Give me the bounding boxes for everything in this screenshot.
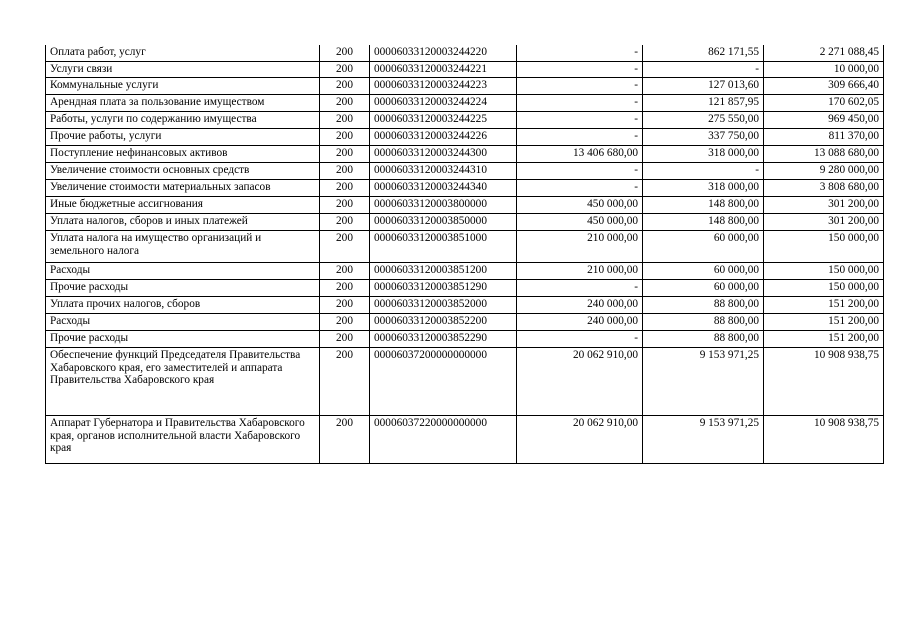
row-code-cell: 200 — [320, 112, 370, 129]
row-unexecuted-cell: 10 908 938,75 — [764, 348, 884, 416]
row-kbk-cell: 00006037220000000000 — [370, 416, 517, 464]
row-name-cell: Арендная плата за пользование имуществом — [46, 95, 320, 112]
row-executed-cell: 9 153 971,25 — [643, 416, 764, 464]
row-name-cell: Иные бюджетные ассигнования — [46, 197, 320, 214]
row-name-cell: Работы, услуги по содержанию имущества — [46, 112, 320, 129]
row-unexecuted-cell: 150 000,00 — [764, 231, 884, 263]
row-name-cell: Увеличение стоимости материальных запасов — [46, 180, 320, 197]
row-unexecuted-cell: 150 000,00 — [764, 263, 884, 280]
row-code-cell: 200 — [320, 263, 370, 280]
row-executed-cell: 318 000,00 — [643, 180, 764, 197]
row-approved-cell: 20 062 910,00 — [517, 416, 643, 464]
row-executed-cell: 9 153 971,25 — [643, 348, 764, 416]
row-kbk-cell: 00006033120003851200 — [370, 263, 517, 280]
row-unexecuted-cell: 10 908 938,75 — [764, 416, 884, 464]
table-row — [46, 314, 884, 331]
row-executed-cell: 148 800,00 — [643, 197, 764, 214]
row-kbk-cell: 00006033120003800000 — [370, 197, 517, 214]
row-approved-cell: - — [517, 112, 643, 129]
row-name-cell: Поступление нефинансовых активов — [46, 146, 320, 163]
row-unexecuted-cell: 811 370,00 — [764, 129, 884, 146]
table-row — [46, 45, 884, 61]
row-name-cell: Оплата работ, услуг — [46, 45, 320, 61]
row-executed-cell: 148 800,00 — [643, 214, 764, 231]
row-kbk-cell: 00006037200000000000 — [370, 348, 517, 416]
table-row — [46, 163, 884, 180]
table-row — [46, 214, 884, 231]
table-row — [46, 280, 884, 297]
row-kbk-cell: 00006033120003244221 — [370, 61, 517, 78]
table-row — [46, 95, 884, 112]
row-executed-cell: 60 000,00 — [643, 231, 764, 263]
row-kbk-cell: 00006033120003244223 — [370, 78, 517, 95]
row-name-cell: Услуги связи — [46, 61, 320, 78]
row-approved-cell: 240 000,00 — [517, 297, 643, 314]
row-name-cell: Увеличение стоимости основных средств — [46, 163, 320, 180]
table-row — [46, 348, 884, 416]
row-kbk-cell: 00006033120003851000 — [370, 231, 517, 263]
row-kbk-cell: 00006033120003852200 — [370, 314, 517, 331]
row-code-cell: 200 — [320, 280, 370, 297]
row-code-cell: 200 — [320, 297, 370, 314]
row-code-cell: 200 — [320, 61, 370, 78]
row-kbk-cell: 00006033120003244220 — [370, 45, 517, 61]
row-code-cell: 200 — [320, 214, 370, 231]
row-name-cell: Аппарат Губернатора и Правительства Хабаровского края, органов исполнительной власти Хабаровского края — [46, 416, 320, 464]
row-unexecuted-cell: 151 200,00 — [764, 314, 884, 331]
row-approved-cell: - — [517, 95, 643, 112]
row-executed-cell: - — [643, 61, 764, 78]
row-approved-cell: 450 000,00 — [517, 214, 643, 231]
row-code-cell: 200 — [320, 197, 370, 214]
row-unexecuted-cell: 301 200,00 — [764, 214, 884, 231]
row-code-cell: 200 — [320, 45, 370, 61]
table-row — [46, 112, 884, 129]
row-approved-cell: - — [517, 61, 643, 78]
row-unexecuted-cell: 969 450,00 — [764, 112, 884, 129]
row-kbk-cell: 00006033120003852000 — [370, 297, 517, 314]
table-row — [46, 61, 884, 78]
row-name-cell: Расходы — [46, 314, 320, 331]
table-row — [46, 297, 884, 314]
row-unexecuted-cell: 2 271 088,45 — [764, 45, 884, 61]
row-code-cell: 200 — [320, 348, 370, 416]
row-unexecuted-cell: 13 088 680,00 — [764, 146, 884, 163]
row-unexecuted-cell: 3 808 680,00 — [764, 180, 884, 197]
row-name-cell: Обеспечение функций Председателя Правительства Хабаровского края, его заместителей и аппарата Правительства Хабаровского края — [46, 348, 320, 416]
row-code-cell: 200 — [320, 129, 370, 146]
row-kbk-cell: 00006033120003244224 — [370, 95, 517, 112]
row-kbk-cell: 00006033120003244226 — [370, 129, 517, 146]
row-name-cell: Уплата налогов, сборов и иных платежей — [46, 214, 320, 231]
row-executed-cell: 60 000,00 — [643, 263, 764, 280]
table-row — [46, 331, 884, 348]
row-unexecuted-cell: 170 602,05 — [764, 95, 884, 112]
row-approved-cell: 450 000,00 — [517, 197, 643, 214]
row-executed-cell: 121 857,95 — [643, 95, 764, 112]
row-approved-cell: 210 000,00 — [517, 231, 643, 263]
row-name-cell: Прочие расходы — [46, 280, 320, 297]
row-unexecuted-cell: 309 666,40 — [764, 78, 884, 95]
row-kbk-cell: 00006033120003244310 — [370, 163, 517, 180]
row-executed-cell: 318 000,00 — [643, 146, 764, 163]
row-unexecuted-cell: 150 000,00 — [764, 280, 884, 297]
table-row — [46, 146, 884, 163]
row-name-cell: Коммунальные услуги — [46, 78, 320, 95]
row-approved-cell: - — [517, 331, 643, 348]
table-row — [46, 129, 884, 146]
row-code-cell: 200 — [320, 231, 370, 263]
row-unexecuted-cell: 9 280 000,00 — [764, 163, 884, 180]
row-approved-cell: - — [517, 180, 643, 197]
row-approved-cell: 20 062 910,00 — [517, 348, 643, 416]
row-name-cell: Расходы — [46, 263, 320, 280]
row-kbk-cell: 00006033120003852290 — [370, 331, 517, 348]
row-kbk-cell: 00006033120003244340 — [370, 180, 517, 197]
row-approved-cell: - — [517, 163, 643, 180]
row-executed-cell: 275 550,00 — [643, 112, 764, 129]
row-executed-cell: 88 800,00 — [643, 331, 764, 348]
row-name-cell: Уплата прочих налогов, сборов — [46, 297, 320, 314]
row-name-cell: Прочие работы, услуги — [46, 129, 320, 146]
row-code-cell: 200 — [320, 331, 370, 348]
row-code-cell: 200 — [320, 314, 370, 331]
row-approved-cell: - — [517, 129, 643, 146]
row-approved-cell: 240 000,00 — [517, 314, 643, 331]
row-code-cell: 200 — [320, 180, 370, 197]
row-approved-cell: 210 000,00 — [517, 263, 643, 280]
row-approved-cell: - — [517, 280, 643, 297]
row-code-cell: 200 — [320, 78, 370, 95]
row-approved-cell: 13 406 680,00 — [517, 146, 643, 163]
budget-execution-table — [45, 45, 884, 464]
row-code-cell: 200 — [320, 95, 370, 112]
row-code-cell: 200 — [320, 146, 370, 163]
row-kbk-cell: 00006033120003851290 — [370, 280, 517, 297]
table-row — [46, 197, 884, 214]
row-unexecuted-cell: 151 200,00 — [764, 297, 884, 314]
row-code-cell: 200 — [320, 416, 370, 464]
row-name-cell: Прочие расходы — [46, 331, 320, 348]
row-kbk-cell: 00006033120003850000 — [370, 214, 517, 231]
table-row — [46, 180, 884, 197]
row-name-cell: Уплата налога на имущество организаций и земельного налога — [46, 231, 320, 263]
row-kbk-cell: 00006033120003244300 — [370, 146, 517, 163]
row-executed-cell: 60 000,00 — [643, 280, 764, 297]
row-unexecuted-cell: 301 200,00 — [764, 197, 884, 214]
row-executed-cell: 88 800,00 — [643, 297, 764, 314]
row-unexecuted-cell: 151 200,00 — [764, 331, 884, 348]
row-approved-cell: - — [517, 45, 643, 61]
row-executed-cell: - — [643, 163, 764, 180]
row-executed-cell: 88 800,00 — [643, 314, 764, 331]
row-approved-cell: - — [517, 78, 643, 95]
row-code-cell: 200 — [320, 163, 370, 180]
table-row — [46, 416, 884, 464]
row-unexecuted-cell: 10 000,00 — [764, 61, 884, 78]
row-executed-cell: 862 171,55 — [643, 45, 764, 61]
row-executed-cell: 127 013,60 — [643, 78, 764, 95]
table-row — [46, 231, 884, 263]
table-row — [46, 263, 884, 280]
row-kbk-cell: 00006033120003244225 — [370, 112, 517, 129]
table-row — [46, 78, 884, 95]
row-executed-cell: 337 750,00 — [643, 129, 764, 146]
